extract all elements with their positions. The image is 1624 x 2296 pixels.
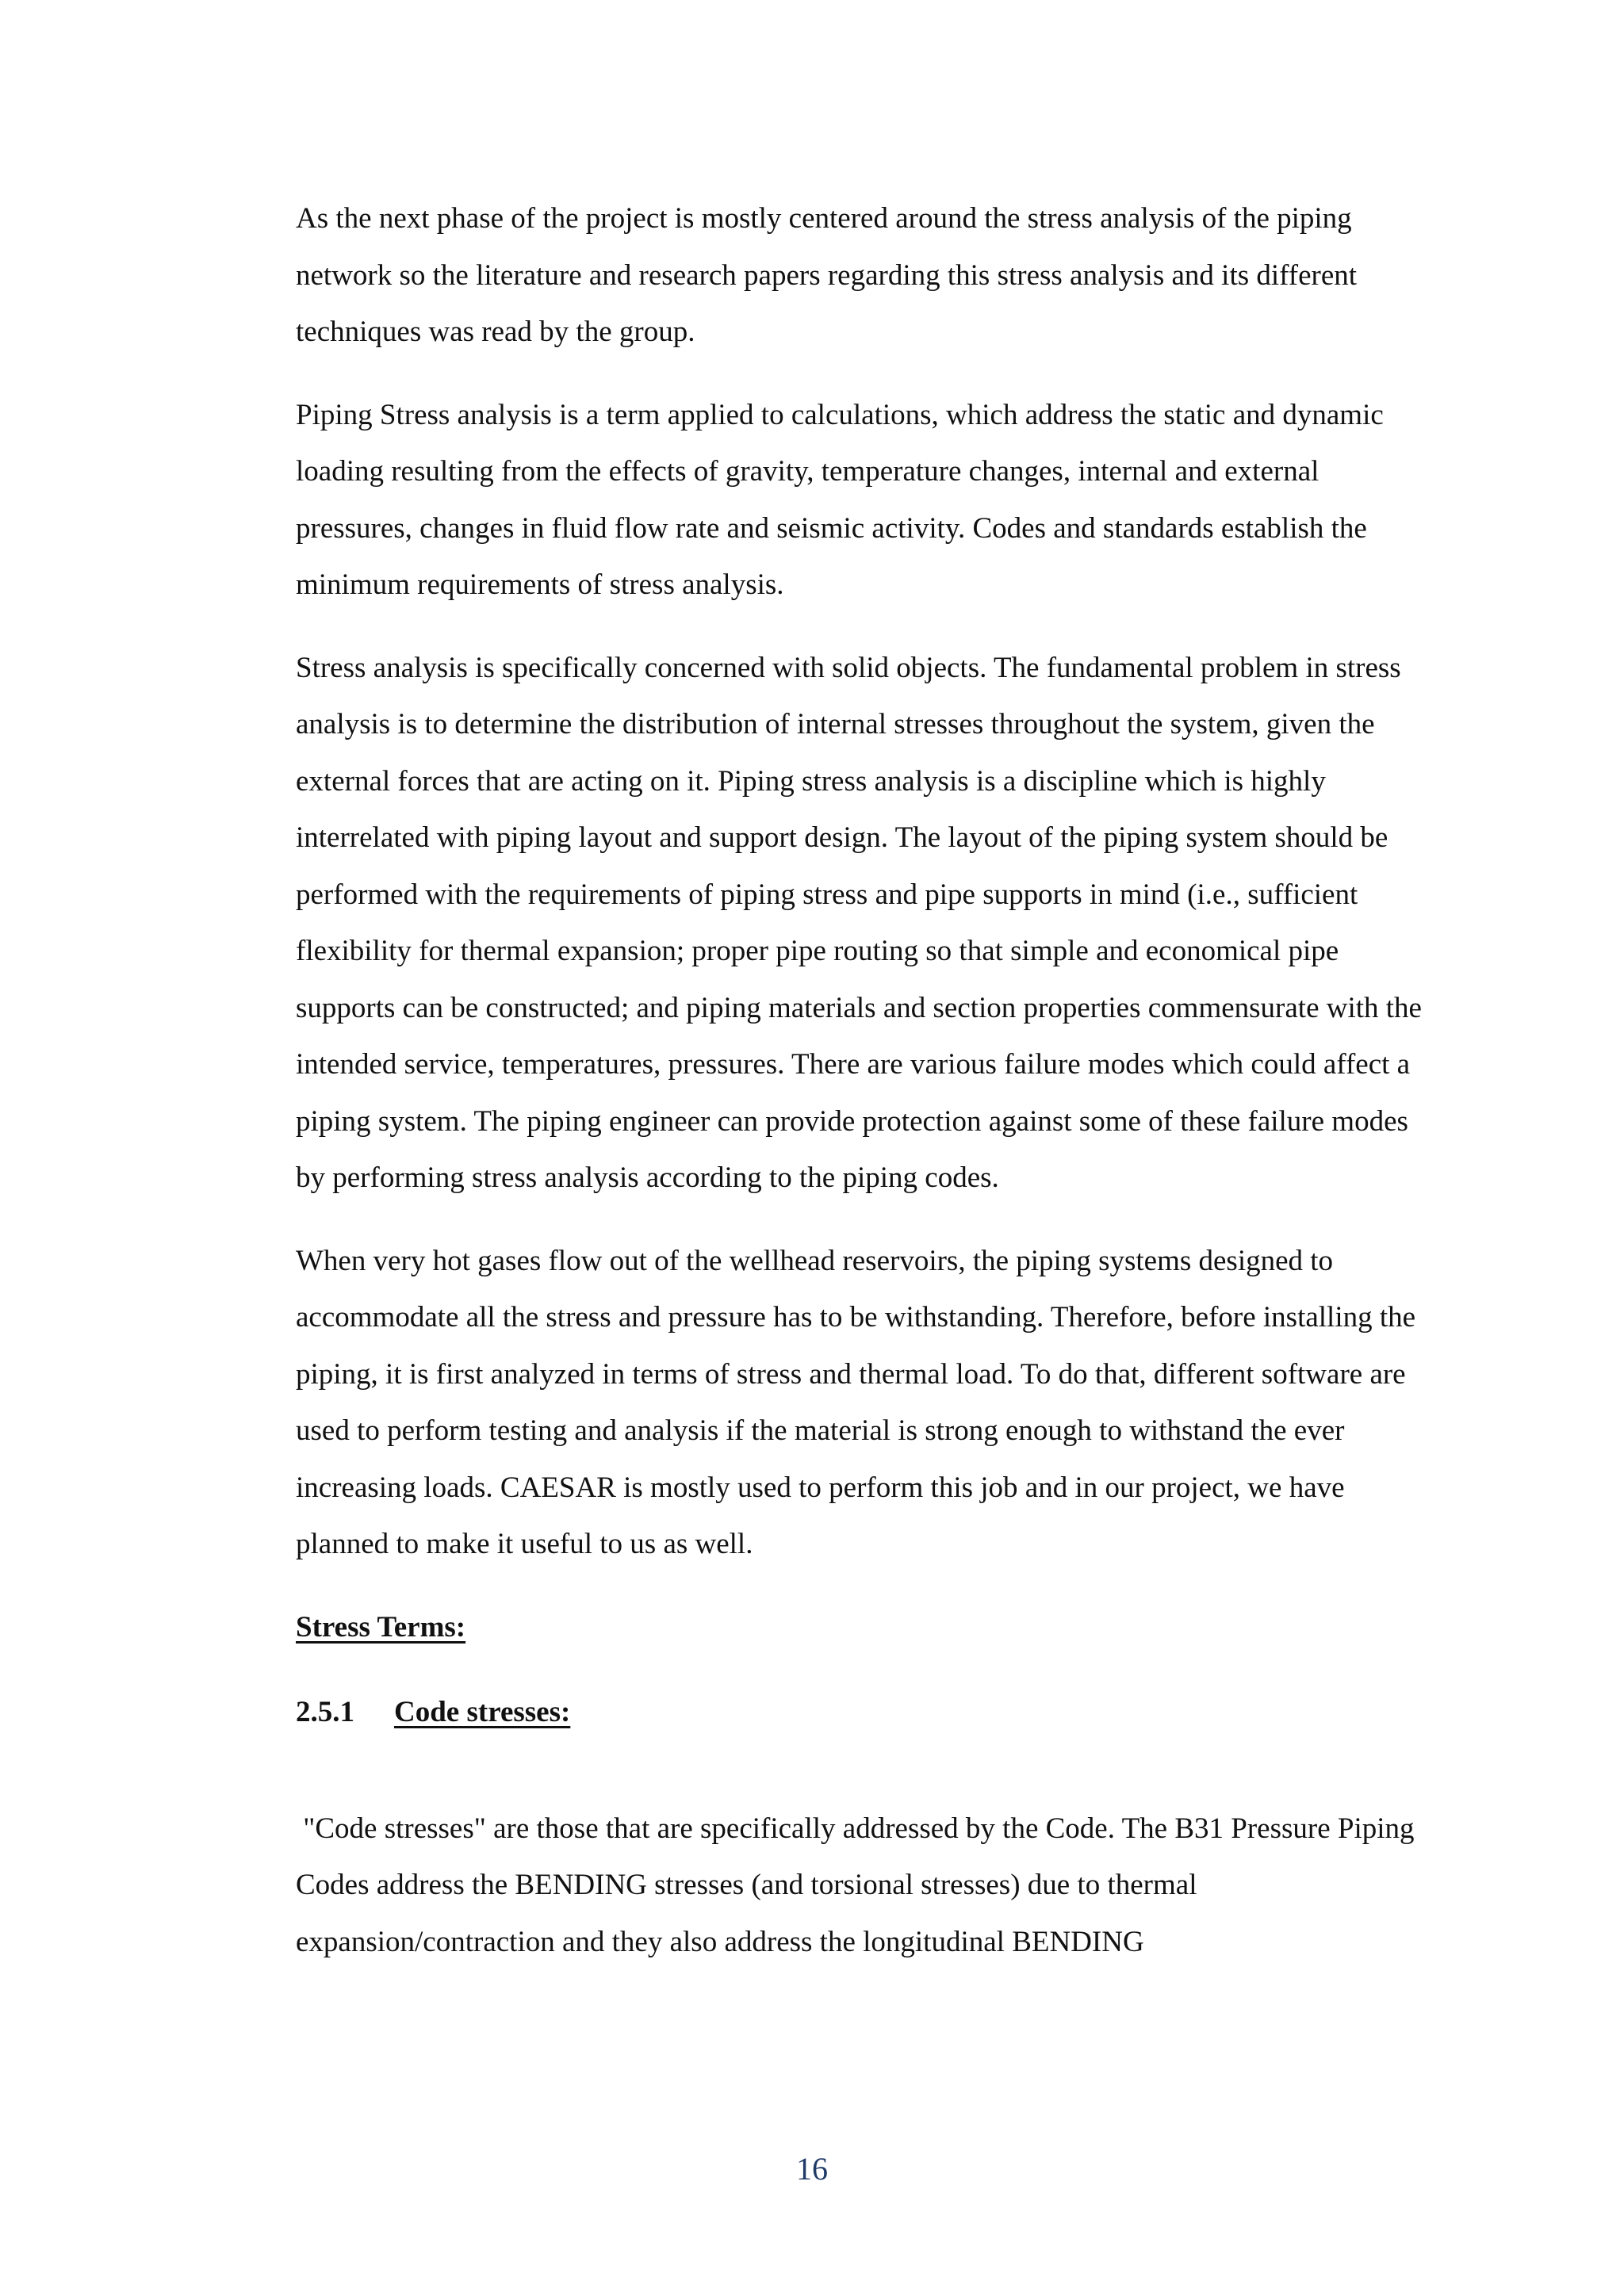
paragraph-intro: As the next phase of the project is mostly centered around the stress analysis of the piping network so the literature and research papers regarding this stress analysis and its different techniques was read by the group. [296, 202, 1358, 348]
paragraph-stress-analysis: Stress analysis is specifically concerned with solid objects. The fundamental problem in stress analysis is to determine the distribution of internal stresses throughout the system, given the external forces that are acting on it. Piping stress analysis is a discipline which is highly interrelated with piping layout and support design. The layout of the piping system should be performed with the requirements of piping stress and pipe supports in mind (i.e., sufficient flexibility for thermal expansion; proper pipe routing so that simple and economical pipe supports can be constructed; and piping materials and section properties commensurate with the intended service, temperatures, pressures. There are various failure modes which could affect a piping system. The piping engineer can provide protection against some of these failure modes by performing stress analysis according to the piping codes. [296, 651, 1422, 1194]
stress-terms-heading: Stress Terms: [296, 1610, 466, 1644]
section-title: Code stresses: [394, 1696, 571, 1728]
section-heading-code-stresses [296, 1684, 1430, 1741]
paragraph-code-stresses: "Code stresses" are those that are specifically addressed by the Code. The B31 Pressure Piping Codes address the BENDING stresses (and torsional stresses) due to thermal expansion/contraction and they also address the longitudinal BENDING [296, 1812, 1415, 1958]
page-number: 16 [796, 2151, 828, 2187]
page-content [296, 190, 1430, 1970]
section-number: 2.5.1 [296, 1696, 354, 1728]
paragraph-hot-gases: When very hot gases flow out of the wellhead reservoirs, the piping systems designed to accommodate all the stress and pressure has to be withstanding. Therefore, before installing the piping, it is first analyzed in terms of stress and thermal load. To do that, different software are used to perform testing and analysis if the material is strong enough to withstand the ever increasing loads. CAESAR is mostly used to perform this job and in our project, we have planned to make it useful to us as well. [296, 1244, 1416, 1560]
paragraph-piping-stress-definition: Piping Stress analysis is a term applied to calculations, which address the static and dynamic loading resulting from the effects of gravity, temperature changes, internal and external pressures, changes in fluid flow rate and seismic activity. Codes and standards establish the minimum requirements of stress analysis. [296, 398, 1384, 601]
